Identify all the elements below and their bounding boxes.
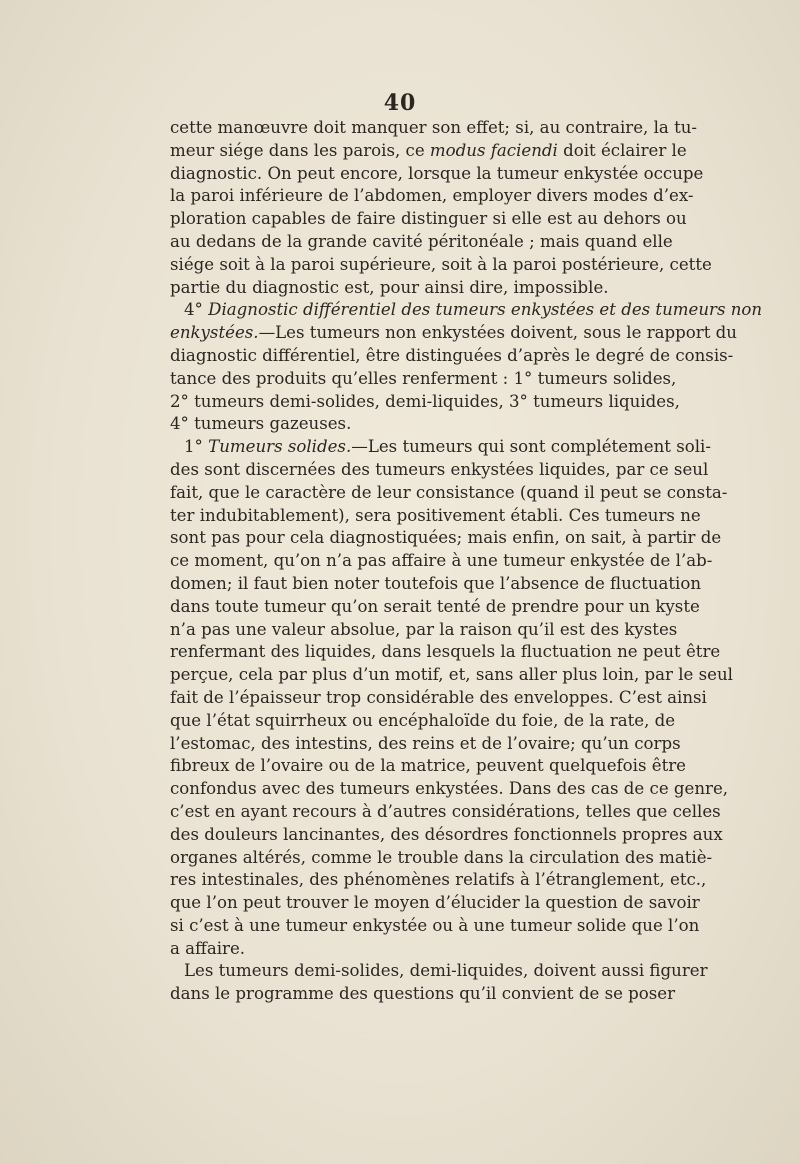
text-run: siége soit à la paroi supérieure, soit à la paroi postérieure, cette [170, 254, 712, 274]
text-run: sont pas pour cela diagnostiquées; mais enfin, on sait, à partir de [170, 528, 722, 548]
text-run: confondus avec des tumeurs enkystées. Dans des cas de ce genre, [170, 779, 729, 799]
text-line [170, 140, 687, 163]
text-run: que l’on peut trouver le moyen d’élucider la question de savoir [170, 893, 700, 913]
text-run: ploration capables de faire distinguer si elle est au dehors ou [170, 209, 687, 229]
text-line [170, 619, 678, 642]
text-run: —Les tumeurs non enkystées doivent, sous le rapport du [258, 323, 737, 343]
text-line [170, 345, 734, 368]
text-run: si c’est à une tumeur enkystée ou à une tumeur solide que l’on [170, 915, 700, 935]
text-run: partie du diagnostic est, pour ainsi dire, impossible. [170, 277, 609, 297]
text-line [170, 436, 711, 459]
text-run: diagnostic différentiel, être distinguées d’après le degré de consis- [170, 345, 734, 365]
text-line [170, 664, 733, 687]
text-line [170, 185, 694, 208]
text-line [170, 117, 698, 140]
text-line [170, 641, 721, 664]
text-line [170, 847, 713, 870]
text-run: meur siége dans les parois, ce [170, 140, 430, 160]
text-run: dans toute tumeur qu’on serait tenté de prendre pour un kyste [170, 596, 700, 616]
text-run: ter indubitablement), sera positivement établi. Ces tumeurs ne [170, 505, 701, 525]
text-run: res intestinales, des phénomènes relatifs à l’étranglement, etc., [170, 870, 707, 890]
text-line [170, 231, 672, 254]
text-line [170, 550, 713, 573]
text-run: doit éclairer le [557, 140, 687, 160]
text-run: des sont discernées des tumeurs enkystées liquides, par ce seul [170, 459, 709, 479]
text-line [170, 710, 676, 733]
text-line [170, 869, 707, 892]
text-line [170, 208, 687, 231]
text-run: l’estomac, des intestins, des reins et de l’ovaire; qu’un corps [170, 733, 681, 753]
text-run: 1° [184, 437, 209, 457]
text-line [170, 163, 704, 186]
text-line [170, 459, 709, 482]
text-line [170, 687, 707, 710]
text-line [170, 505, 701, 528]
text-run: tance des produits qu’elles renferment : 1° tumeurs solides, [170, 368, 677, 388]
text-line [170, 892, 700, 915]
text-line [170, 778, 729, 801]
text-run: n’a pas une valeur absolue, par la raison qu’il est des kystes [170, 619, 678, 639]
text-line [170, 527, 722, 550]
text-line [170, 413, 672, 436]
text-run: organes altérés, comme le trouble dans la circulation des matiè- [170, 847, 713, 867]
text-run: a affaire. [170, 938, 246, 958]
text-line [170, 299, 763, 322]
body-text [170, 117, 763, 1006]
text-line [170, 322, 737, 345]
text-run: diagnostic. On peut encore, lorsque la tumeur enkystée occupe [170, 163, 704, 183]
text-run: Les tumeurs demi-solides, demi-liquides, doivent aussi figurer [184, 961, 708, 981]
text-line [170, 391, 680, 414]
italic-run: enkystées. [170, 323, 259, 343]
text-line [170, 960, 708, 983]
text-run: la paroi inférieure de l’abdomen, employer divers modes d’ex- [170, 186, 694, 206]
text-line [170, 277, 672, 300]
text-line [170, 755, 686, 778]
text-run: fait de l’épaisseur trop considérable des enveloppes. C’est ainsi [170, 687, 707, 707]
text-run: domen; il faut bien noter toutefois que l’absence de fluctuation [170, 573, 701, 593]
text-run: des douleurs lancinantes, des désordres fonctionnels propres aux [170, 824, 723, 844]
text-line [170, 596, 700, 619]
text-line [170, 733, 681, 756]
text-line [170, 983, 676, 1006]
text-line [170, 573, 701, 596]
text-run: c’est en ayant recours à d’autres considérations, telles que celles [170, 801, 721, 821]
italic-run: Diagnostic différentiel des tumeurs enkystées et des tumeurs non [208, 300, 763, 320]
italic-run: Tumeurs solides. [208, 437, 352, 457]
text-run: ce moment, qu’on n’a pas affaire à une tumeur enkystée de l’ab- [170, 551, 713, 571]
text-run: perçue, cela par plus d’un motif, et, sans aller plus loin, par le seul [170, 665, 733, 685]
italic-run: modus faciendi [429, 140, 558, 160]
text-run: 4° [184, 300, 209, 320]
page-number: 40 [383, 90, 417, 116]
text-line [170, 368, 677, 391]
text-run: fait, que le caractère de leur consistance (quand il peut se consta- [170, 482, 728, 502]
text-line [170, 482, 728, 505]
text-line [170, 915, 700, 938]
text-line [170, 254, 712, 277]
text-run: —Les tumeurs qui sont complétement soli- [351, 437, 711, 457]
text-run: dans le programme des questions qu’il convient de se poser [170, 984, 676, 1004]
text-run: fibreux de l’ovaire ou de la matrice, peuvent quelquefois être [170, 756, 686, 776]
text-run: cette manœuvre doit manquer son effet; si, au contraire, la tu- [170, 118, 698, 137]
text-run: que l’état squirrheux ou encéphaloïde du foie, de la rate, de [170, 710, 676, 730]
text-run: 2° tumeurs demi-solides, demi-liquides, 3° tumeurs liquides, [170, 391, 680, 411]
text-line [170, 938, 672, 961]
text-line [170, 824, 723, 847]
text-line [170, 801, 721, 824]
text-run: au dedans de la grande cavité péritonéale ; mais quand elle [170, 231, 673, 251]
text-run: renfermant des liquides, dans lesquels la fluctuation ne peut être [170, 642, 721, 662]
text-run: 4° tumeurs gazeuses. [170, 414, 352, 434]
